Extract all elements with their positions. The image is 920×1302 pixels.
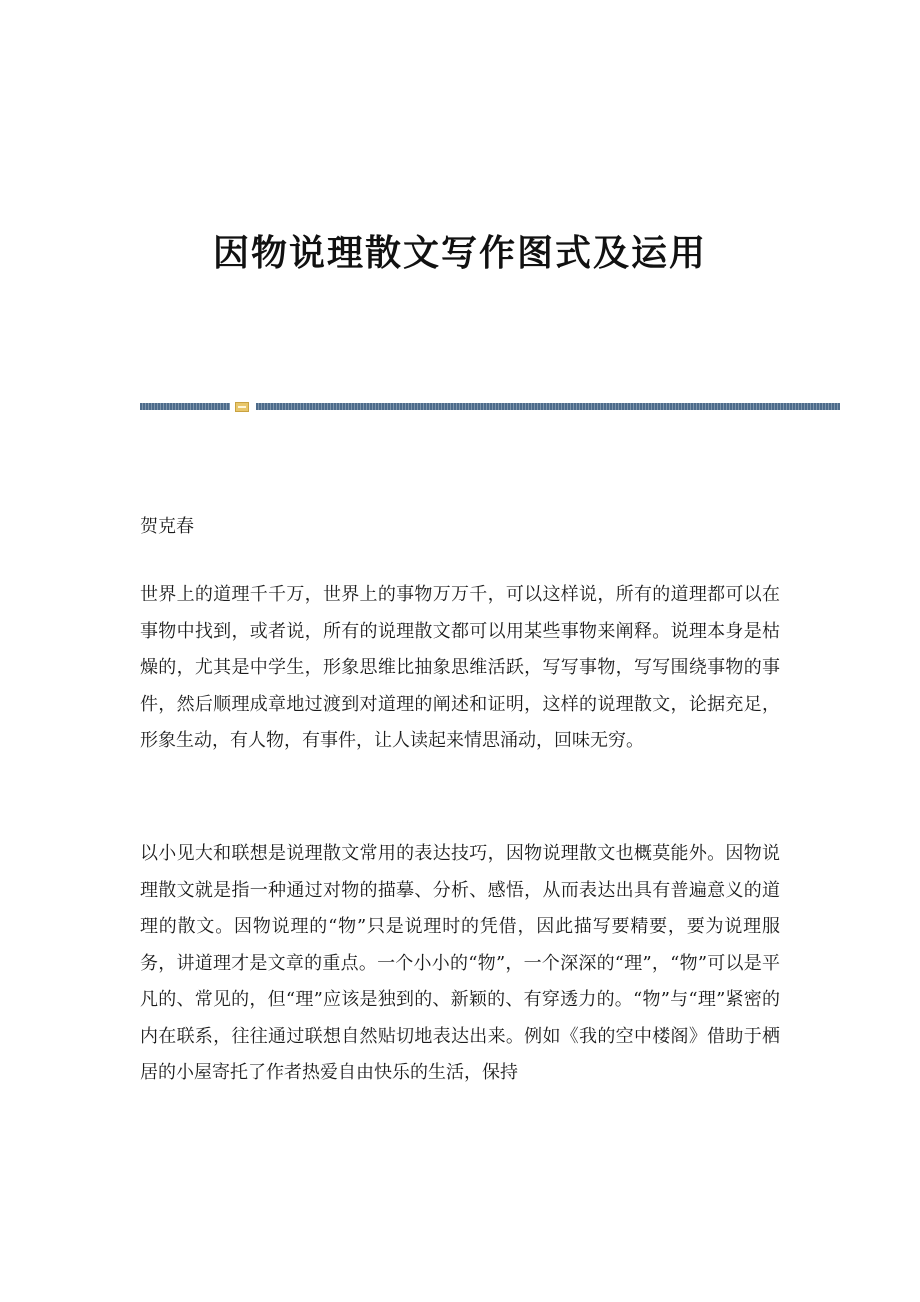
divider-ornament-icon [235, 402, 249, 412]
document-title: 因物说理散文写作图式及运用 [212, 232, 707, 274]
body-paragraph-2: 以小见大和联想是说理散文常用的表达技巧，因物说理散文也概莫能外。因物说理散文就是指一种通过对物的描摹、分析、感悟，从而表达出具有普遍意义的道理的散文。因物说理的“物”只是说理时的凭借，因此描写要精要，要为说理服务，讲道理才是文章的重点。一个小小的“物”，一个深深的“理”，“物”可以是平凡的、常见的，但“理”应该是独到的、新颖的、有穿透力的。“物”与“理”紧密的内在联系，往往通过联想自然贴切地表达出来。例如《我的空中楼阁》借助于栖居的小屋寄托了作者热爱自由快乐的生活，保持 [140, 843, 780, 1083]
divider-bar-right [256, 403, 840, 410]
author-name: 贺克春 [140, 516, 194, 537]
body-paragraph-1: 世界上的道理千千万，世界上的事物万万千，可以这样说，所有的道理都可以在事物中找到，或者说，所有的说理散文都可以用某些事物来阐释。说理本身是枯燥的，尤其是中学生，形象思维比抽象思维活跃，写写事物，写写围绕事物的事件，然后顺理成章地过渡到对道理的阐述和证明，这样的说理散文，论据充足，形象生动，有人物，有事件，让人读起来情思涌动，回味无穷。 [140, 584, 780, 751]
title-divider [140, 402, 840, 412]
divider-bar-left [140, 403, 230, 410]
